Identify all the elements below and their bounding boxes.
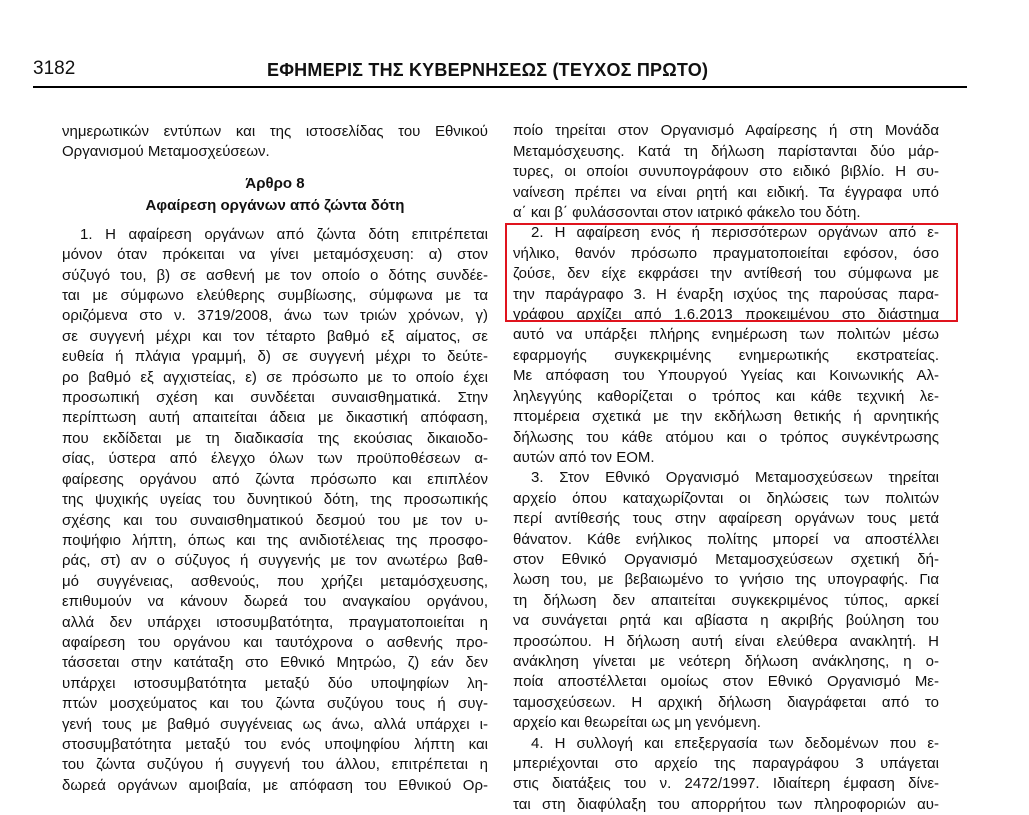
text-line: γενή τους με βαθμό συγγένειας ως άνω, αλλά υπάρχει ι- bbox=[62, 715, 488, 733]
text-line: ανάκληση γίνεται με νεότερη δήλωση ανάκλησης, η ο- bbox=[513, 652, 939, 670]
text-line: μόνον όταν πρόκειται να γίνει μεταμόσχευση: α) στον bbox=[62, 246, 488, 264]
text-line: αρχείο και θεωρείται ως μη γενόμενη. bbox=[513, 714, 761, 732]
text-line: 3. Στον Εθνικό Οργανισμό Μεταμοσχεύσεων τηρείται bbox=[531, 469, 939, 487]
page-number: 3182 bbox=[33, 58, 76, 79]
text-line: προσώπου. Η δήλωση αυτή είναι ελεύθερα ανακλητή. Η bbox=[513, 632, 939, 650]
text-line: νημερωτικών εντύπων και της ιστοσελίδας του Εθνικού bbox=[62, 123, 488, 140]
text-line: αυτό να υπάρξει πλήρης ενημέρωση των πολιτών μέσω bbox=[513, 326, 939, 344]
text-line: υπάρχει ιστοσυμβατότητα μεταξύ δύο υποψηφίων λη- bbox=[62, 674, 488, 692]
text-line: θάνατον. Κάθε ενήλικος πολίτης μπορεί να αποστέλλει bbox=[513, 530, 939, 548]
text-line: περί αντίθεσής τους στην αφαίρεση οργάνων τους μετά bbox=[513, 510, 939, 528]
text-line: αρχείο όπου καταχωρίζονται οι δηλώσεις των πολιτών bbox=[513, 489, 939, 507]
text-line: πτομέρεια σχετικά με την εκδήλωση θετικής ή αρνητικής bbox=[513, 408, 939, 426]
text-line: ράς, στ) αν ο σύζυγος ή συγγενής με τον ανωτέρω βαθ- bbox=[62, 552, 488, 570]
text-line: αυτών από τον ΕΟΜ. bbox=[513, 448, 655, 466]
text-line: ται με σύμφωνο ελεύθερης συμβίωσης, σύμφωνα με τα bbox=[62, 287, 488, 305]
text-line: προσωπική σχέση και συνδέεται συναισθηματικά. Στην bbox=[62, 389, 488, 407]
text-line: στοσυμβατότητα μεταξύ του ενός υποψηφίου λήπτη και bbox=[62, 735, 488, 753]
text-line: γράφου αρχίζει από 1.6.2013 προκειμένου στο διάστημα bbox=[513, 306, 939, 324]
text-line: του ζώντα συζύγου ή συγγενή του άλλου, επιτρέπεται η bbox=[62, 756, 488, 774]
text-line: νήλικο, θανόν πρόσωπο πραγματοποιείται εφόσον, όσο bbox=[513, 244, 939, 262]
text-line: λωση του, με βεβαιωμένο το γνήσιο της υπογραφής. Για bbox=[513, 571, 939, 589]
text-line: σύζυγό του, β) σε ασθενή με τον οποίο ο δότης συνδέε- bbox=[62, 266, 488, 284]
text-line: ποία αποστέλλεται ομοίως στον Εθνικό Οργανισμό Με- bbox=[513, 673, 939, 691]
article-number: Άρθρο 8 bbox=[245, 174, 305, 192]
article-heading bbox=[62, 173, 488, 217]
text-line: ποίο τηρείται στον Οργανισμό Αφαίρεσης ή στη Μονάδα bbox=[513, 122, 939, 140]
text-line: Μεταμόσχευσης. Κατά τη δήλωση παρίστανται δύο μάρ- bbox=[513, 142, 939, 160]
text-line: τάσσεται στην κατάταξη στο Εθνικό Μητρώο, ζ) εάν δεν bbox=[62, 654, 488, 672]
text-line: στον Εθνικό Οργανισμό Μεταμοσχεύσεων σχετική δή- bbox=[513, 550, 939, 568]
paragraph-1 bbox=[62, 225, 488, 796]
text-line: 4. Η συλλογή και επεξεργασία των δεδομένων που ε- bbox=[531, 734, 939, 752]
text-line: ρο βαθμό εξ αγχιστείας, ε) σε πρόσωπο με το οποίο έχει bbox=[62, 368, 488, 386]
intro-paragraph bbox=[62, 122, 488, 163]
text-line: δωρεά οργάνων αμοιβαία, με απόφαση του Εθνικού Ορ- bbox=[62, 776, 488, 794]
text-line: φαίρεσης οργάνου από ζώντα πρόσωπο και επιπλέον bbox=[62, 470, 488, 488]
text-line: δήλωσης του κάθε ατόμου και ο τρόπος συγκέντρωσης bbox=[513, 428, 939, 446]
text-line: της ψυχικής υγείας του δυνητικού δότη, της προσωπικής bbox=[62, 491, 488, 509]
article-title: Αφαίρεση οργάνων από ζώντα δότη bbox=[145, 196, 405, 214]
text-line: ληλεγγύης καθορίζεται ο τρόπος και κάθε τεχνική λε- bbox=[513, 387, 939, 405]
text-line: αφαίρεση του οργάνου και ταυτόχρονα ο ασθενής προ- bbox=[62, 633, 488, 651]
header-rule bbox=[33, 86, 967, 88]
text-line: που εκδίδεται με τη διαδικασία της εκούσιας δικαιοδο- bbox=[62, 429, 488, 447]
text-line: ταμοσχεύσεων. Η αρχική δήλωση διαγράφεται από το bbox=[513, 693, 939, 711]
text-line: ναίνεση πρέπει να είναι ρητή και ειδική. Τα έγγραφα υπό bbox=[513, 183, 939, 201]
text-line: αλλά δεν υπάρχει ιστοσυμβατότητα, πραγματοποιείται η bbox=[62, 613, 488, 631]
paragraph-3 bbox=[513, 468, 939, 733]
text-line: Οργανισμού Μεταμοσχεύσεων. bbox=[62, 143, 270, 161]
paragraph-2-continued bbox=[513, 325, 939, 468]
continued-paragraph bbox=[513, 101, 939, 223]
text-line: Με απόφαση του Υπουργού Υγείας και Κοινωνικής Αλ- bbox=[513, 367, 939, 385]
text-line: στις διατάξεις του ν. 2472/1997. Ιδιαίτερη έμφαση δίνε- bbox=[513, 775, 939, 793]
text-line: ζούσε, δεν είχε εκφράσει την αντίθεσή του σύμφωνα με bbox=[513, 265, 939, 283]
text-line: ται στη διαφύλαξη του απορρήτου των πληροφοριών αυ- bbox=[513, 795, 939, 813]
left-column bbox=[62, 122, 488, 796]
text-line: 2. Η αφαίρεση ενός ή περισσότερων οργάνων από ε- bbox=[531, 224, 939, 242]
text-line: επιθυμούν να κάνουν δωρεά του αναγκαίου οργάνου, bbox=[62, 593, 488, 611]
highlight-box bbox=[505, 223, 958, 322]
text-line: ποψήφιο λήπτη, όπως και της ανιδιοτέλειας της προσφο- bbox=[62, 531, 488, 549]
right-column bbox=[513, 101, 939, 815]
text-line: περίπτωση αυτή απαιτείται άδεια με δικαστική απόφαση, bbox=[62, 409, 488, 427]
text-line: σχέσης και του συναισθηματικού δεσμού του με τον υ- bbox=[62, 511, 488, 529]
text-line: οριζόμενα στο ν. 3719/2008, άνω των τριών χρόνων, γ) bbox=[62, 307, 488, 325]
text-line: σίας, ύστερα από έλεγχο όλων των προϋποθέσεων α- bbox=[62, 450, 488, 468]
text-line: εφαρμογής συγκεκριμένης ενημερωτικής εκστρατείας. bbox=[513, 346, 939, 364]
text-line: μό συγγένειας, ασθενούς, που χρήζει μεταμόσχευσης, bbox=[62, 572, 488, 590]
text-line: ευθεία ή πλάγια γραμμή, δ) σε συγγενή μέχρι το δεύτε- bbox=[62, 348, 488, 366]
paragraph-4 bbox=[513, 734, 939, 815]
gazette-title: ΕΦΗΜΕΡΙΣ ΤΗΣ ΚΥΒΕΡΝΗΣΕΩΣ (ΤΕΥΧΟΣ ΠΡΩΤΟ) bbox=[267, 60, 709, 80]
text-line: πτών μοσχεύματος και του ζώντα συζύγου τους ή συγ- bbox=[62, 695, 488, 713]
text-line: α΄ και β΄ φυλάσσονται στον ιατρικό φάκελο του δότη. bbox=[513, 204, 861, 222]
text-line: τη δήλωση δεν απαιτείται συγκεκριμένος τύπος, αρκεί bbox=[513, 591, 939, 609]
text-line: 1. Η αφαίρεση οργάνων από ζώντα δότη επιτρέπεται bbox=[80, 225, 488, 243]
text-line: σε συγγενή μέχρι και τον τέταρτο βαθμό εξ αίματος, σε bbox=[62, 327, 488, 345]
text-line: την παράγραφο 3. Η έναρξη ισχύος της παρούσας παρα- bbox=[513, 285, 939, 303]
text-line: τυρες, οι οποίοι συνυπογράφουν στο ειδικό βιβλίο. Η συ- bbox=[513, 163, 939, 181]
text-line: μπεριέχονται στο αρχείο της παραγράφου 3 υπάγεται bbox=[513, 755, 939, 772]
text-line: να συνάγεται ρητά και αβίαστα η ακριβής βούληση του bbox=[513, 612, 939, 630]
